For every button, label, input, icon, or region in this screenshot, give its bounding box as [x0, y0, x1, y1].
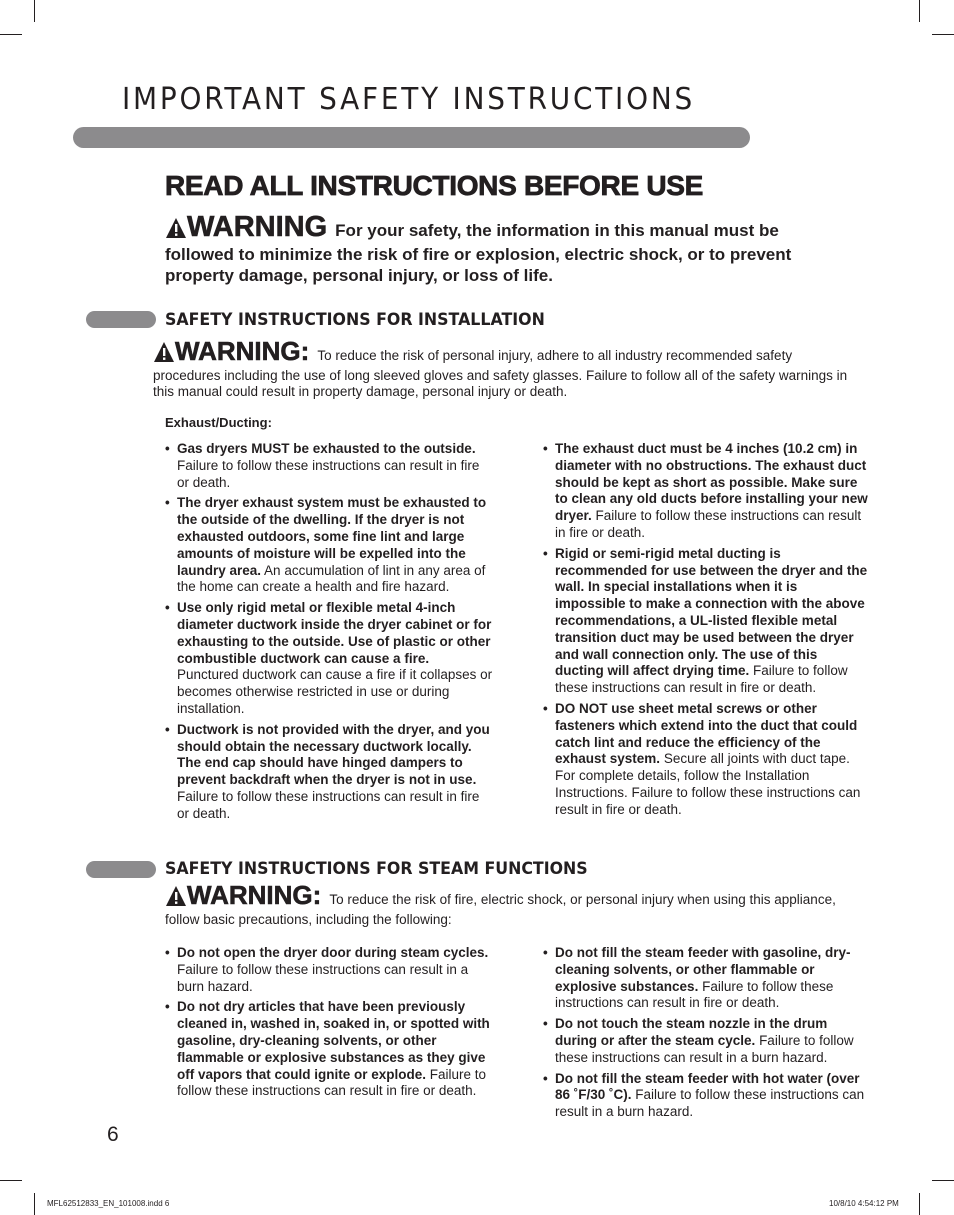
crop-mark: [919, 1193, 920, 1215]
list-item: • DO NOT use sheet metal screws or other fasteners which extend into the duct that could catch lint and reduce the efficiency of the exhaust system. Secure all joints with duct tape. For complete details, follow the Installation Instructions. Failure to follow these instructions can result in fire or death.: [543, 701, 868, 819]
installation-left-list: [165, 441, 493, 827]
warning-text: To reduce the risk of fire, electric shock, or personal injury when using this appliance, follow basic precautions, including the following:: [165, 892, 836, 927]
title-bar: [73, 127, 750, 148]
footer-file: MFL62512833_EN_101008.indd 6: [47, 1199, 170, 1208]
steam-warning: [165, 880, 845, 928]
crop-mark: [932, 1180, 954, 1181]
crop-mark: [34, 1193, 35, 1215]
list-item: • Use only rigid metal or flexible metal 4-inch diameter ductwork inside the dryer cabinet or for exhausting to the outside. Use of plastic or other combustible ductwork can cause a fire. Punctured ductwork can cause a fire if it collapses or becomes otherwise restricted in use or during installation.: [165, 600, 493, 718]
list-item: • Ductwork is not provided with the dryer, and you should obtain the necessary ductwork locally. The end cap should have hinged dampers to prevent backdraft when the dryer is not in use. Failure to follow these instructions can result in fire or death.: [165, 722, 493, 823]
crop-mark: [0, 34, 22, 35]
installation-right-list: [543, 441, 868, 823]
warning-triangle-icon: [165, 217, 187, 244]
crop-mark: [0, 1180, 22, 1181]
section-pill: [86, 861, 156, 878]
steam-left-list: [165, 945, 493, 1104]
list-item: • Do not dry articles that have been previously cleaned in, washed in, soaked in, or spotted with gasoline, dry-cleaning solvents, or other flammable or explosive substances as they give off vapors that could ignite or explode. Failure to follow these instructions can result in fire or death.: [165, 999, 493, 1100]
warning-triangle-icon: [165, 885, 187, 912]
list-item: • Rigid or semi-rigid metal ducting is recommended for use between the dryer and the wall. In special installations when it is impossible to make a connection with the above recommendations, a UL-listed flexible metal transition duct may be used between the dryer and wall connection only. The use of this ducting will affect drying time. Failure to follow these instructions can result in fire or death.: [543, 546, 868, 697]
main-warning: [165, 211, 825, 286]
warning-label: WARNING: [187, 211, 328, 243]
page-number: 6: [107, 1123, 119, 1146]
list-item: • Gas dryers MUST be exhausted to the outside. Failure to follow these instructions can result in fire or death.: [165, 441, 493, 491]
footer-timestamp: 10/8/10 4:54:12 PM: [829, 1199, 899, 1208]
section-pill: [86, 311, 156, 328]
list-item: • Do not open the dryer door during steam cycles. Failure to follow these instructions can result in a burn hazard.: [165, 945, 493, 995]
crop-mark: [34, 0, 35, 22]
list-item: • Do not touch the steam nozzle in the drum during or after the steam cycle. Failure to follow these instructions can result in a burn hazard.: [543, 1016, 868, 1066]
warning-label: WARNING:: [187, 880, 322, 910]
warning-label: WARNING:: [175, 336, 310, 366]
steam-right-list: [543, 945, 868, 1125]
installation-section-title: SAFETY INSTRUCTIONS FOR INSTALLATION: [165, 310, 545, 330]
page-title: IMPORTANT SAFETY INSTRUCTIONS: [122, 82, 695, 117]
exhaust-ducting-subheading: Exhaust/Ducting:: [165, 415, 272, 430]
list-item: • Do not fill the steam feeder with hot water (over 86 ˚F/30 ˚C). Failure to follow these instructions can result in a burn hazard.: [543, 1071, 868, 1121]
warning-text: To reduce the risk of personal injury, adhere to all industry recommended safety procedures including the use of long sleeved gloves and safety glasses. Failure to follow all of the safety warnings in this manual could result in property damage, personal injury or death.: [153, 348, 848, 399]
crop-mark: [932, 34, 954, 35]
warning-text: For your safety, the information in this manual must be followed to minimize the risk of fire or explosion, electric shock, or to prevent property damage, personal injury, or loss of life.: [165, 221, 792, 285]
list-item: • Do not fill the steam feeder with gasoline, dry-cleaning solvents, or other flammable or explosive substances. Failure to follow these instructions can result in fire or death.: [543, 945, 868, 1012]
list-item: • The exhaust duct must be 4 inches (10.2 cm) in diameter with no obstructions. The exhaust duct should be kept as short as possible. Make sure to clean any old ducts before installing your new dryer. Failure to follow these instructions can result in fire or death.: [543, 441, 868, 542]
steam-section-title: SAFETY INSTRUCTIONS FOR STEAM FUNCTIONS: [165, 859, 588, 879]
crop-mark: [919, 0, 920, 22]
installation-warning: [153, 336, 853, 401]
list-item: • The dryer exhaust system must be exhausted to the outside of the dwelling. If the dryer is not exhausted outdoors, some fine lint and large amounts of moisture will be expelled into the laundry area. An accumulation of lint in any area of the home can create a health and fire hazard.: [165, 495, 493, 596]
read-all-heading: READ ALL INSTRUCTIONS BEFORE USE: [165, 170, 703, 201]
warning-triangle-icon: [153, 341, 175, 368]
